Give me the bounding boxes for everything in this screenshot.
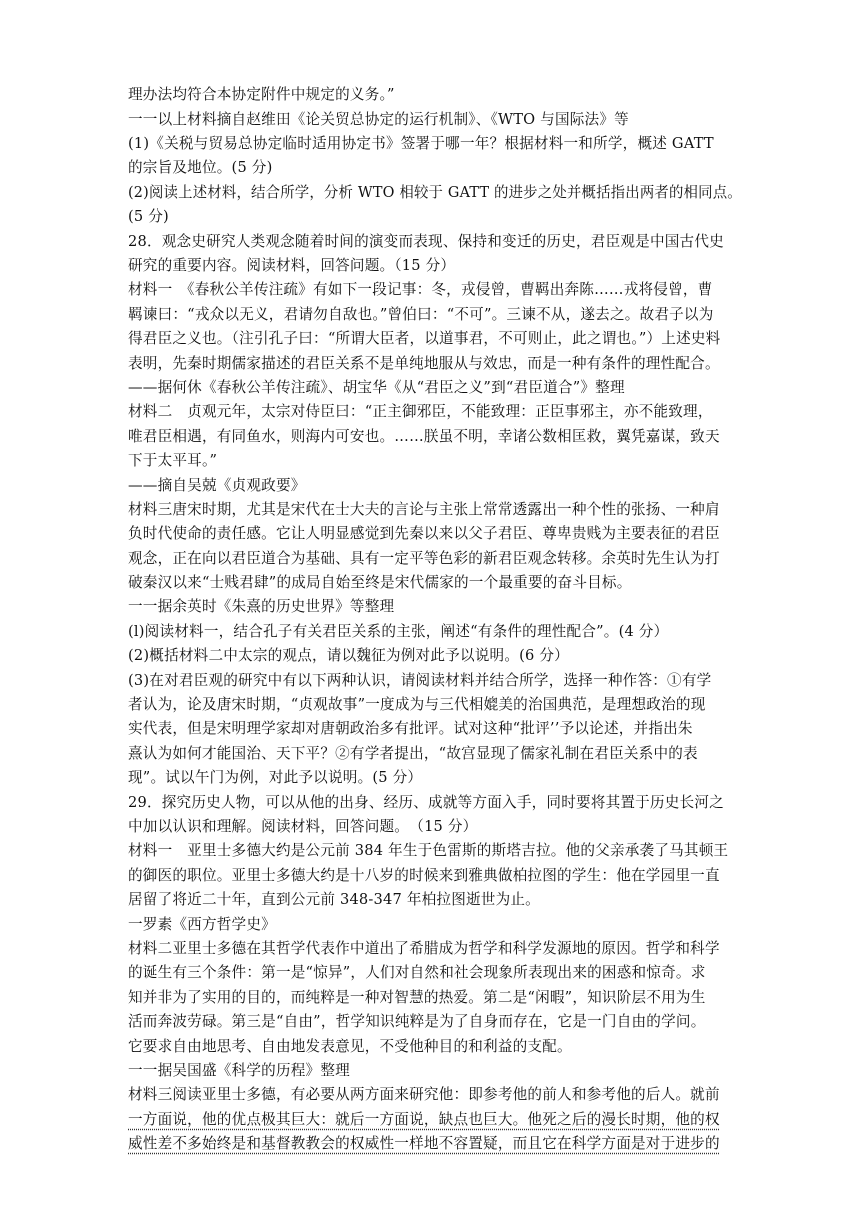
text-line: 材料三阅读亚里士多德，有必要从两方面来研究他：即参考他的前人和参考他的后人。就前 [128,1086,720,1103]
text-line: 实代表，但是宋明理学家却对唐朝政治多有批评。试对这种“批评’’予以论述，并指出朱 [128,720,693,737]
text-line: 材料一 亚里士多德大约是公元前 384 年生于色雷斯的斯塔吉拉。他的父亲承袭了马其顿王 [128,842,729,859]
text-line: (5 分) [128,208,169,225]
text-line: 它要求自由地思考、自由地发表意见，不受他种目的和利益的支配。 [128,1038,572,1055]
text-line: 熹认为如何才能国治、天下平？②有学者提出，“故宫显现了儒家礼制在君臣关系中的表 [128,745,698,762]
emphasized-line: 一方面说，他的优点极其巨大：就后一方面说，缺点也巨大。他死之后的漫长时期，他的权 [128,1111,720,1128]
text-line: 知并非为了实用的目的，而纯粹是一种对智慧的热爱。第二是“闲暇”，知识阶层不用为生 [128,989,706,1006]
text-line: (l)阅读材料一，结合孔子有关君臣关系的主张，阐述“有条件的理性配合”。(4 分） [128,623,669,640]
text-line: 的宗旨及地位。(5 分) [128,159,273,176]
text-line: 唯君臣相遇，有同鱼水，则海内可安也。……朕虽不明，幸诸公数相匡救，翼凭嘉谋，致天 [128,428,720,445]
text-line: 材料二 贞观元年，太宗对侍臣曰：“正主御邪臣，不能致理：正臣事邪主，亦不能致理， [128,403,713,420]
source-citation: 一罗素《西方哲学史》 [128,916,276,933]
text-line: 材料三唐宋时期，尤其是宋代在士大夫的言论与主张上常常透露出一种个性的张扬、一种肩 [128,501,720,518]
text-line: 材料一 《春秋公羊传注疏》有如下一段记事：冬，戎侵曾，曹羁出奔陈……戎将侵曾，曹 [128,281,713,298]
question-heading: 29．探究历史人物，可以从他的出身、经历、成就等方面入手，同时要将其置于历史长河之 [128,794,724,811]
text-line: 一一以上材料摘自赵维田《论关贸总协定的运行机制》、《WTO 与国际法》等 [128,111,629,128]
text-line: 活而奔波劳碌。第三是“自由”，哲学知识纯粹是为了自身而存在，它是一门自由的学问。 [128,1013,706,1030]
text-line: 的御医的职位。亚里士多德大约是十八岁的时候来到雅典做柏拉图的学生：他在学园里一直 [128,867,720,884]
text-line: 下于太平耳。” [128,452,218,469]
text-line: 材料二亚里士多德在其哲学代表作中道出了希腊成为哲学和科学发源地的原因。哲学和科学 [128,940,720,957]
text-line: 研究的重要内容。阅读材料，回答问题。（15 分） [128,257,456,274]
text-line: 理办法均符合本协定附件中规定的义务。” [128,86,395,103]
text-line: (1)《关税与贸易总协定临时适用协定书》签署于哪一年？根据材料一和所学，概述 GATT [128,135,714,152]
source-citation: 一一据余英时《朱熹的历史世界》等整理 [128,598,395,615]
text-line: 表明，先秦时期儒家描述的君臣关系不是单纯地服从与效忠，而是一种有条件的理性配合。 [128,355,720,372]
text-line: 居留了将近二十年，直到公元前 348-347 年柏拉图逝世为止。 [128,891,540,908]
source-citation: ——摘自吴兢《贞观政要》 [128,477,306,494]
source-citation: 一一据吴国盛《科学的历程》整理 [128,1062,350,1079]
text-line: 羁谏曰：“戎众以无义，君请勿自敌也。”曾伯曰：“不可”。三谏不从，遂去之。故君子以为 [128,306,714,323]
text-line: 观念，正在向以君臣道合为基础、具有一定平等色彩的新君臣观念转移。余英时先生认为打 [128,550,720,567]
text-line: 者认为，论及唐宋时期，“贞观故事”一度成为与三代相媲美的治国典范，是理想政治的现 [128,696,706,713]
text-line: 中加以认识和理解。阅读材料，回答问题。 （15 分） [128,818,478,835]
text-line: (3)在对君臣观的研究中有以下两种认识，请阅读材料并结合所学，选择一种作答：①有学 [128,672,712,689]
question-heading: 28．观念史研究人类观念随着时间的演变而表现、保持和变迁的历史，君臣观是中国古代史 [128,233,724,250]
text-line: 的诞生有三个条件：第一是“惊异”，人们对自然和社会现象所表现出来的困惑和惊奇。求 [128,964,706,981]
text-line: 破秦汉以来“士贱君肆”的成局自始至终是宋代儒家的一个最重要的奋斗目标。 [128,574,632,591]
emphasized-line: 威性差不多始终是和基督教教会的权威性一样地不容置疑，而且它在科学方面是对于进步的 [128,1135,720,1152]
text-line: (2)阅读上述材料，结合所学，分析 WTO 相较于 GATT 的进步之处并概括指出两者的相同点。 [128,184,742,201]
source-citation: ——据何休《春秋公羊传注疏》、胡宝华《从“君臣之义”到“君臣道合”》整理 [128,379,625,396]
text-line: 现”。试以午门为例，对此予以说明。(5 分） [128,769,423,786]
text-line: (2)概括材料二中太宗的观点，请以魏征为例对此予以说明。(6 分） [128,647,569,664]
text-line: 负时代使命的责任感。它让人明显感觉到先秦以来以父子君臣、尊卑贵贱为主要表征的君臣 [128,525,720,542]
text-line: 得君臣之义也。（注引孔子曰：“所谓大臣者，以道事君，不可则止，此之谓也。”）上述史料 [128,330,721,347]
